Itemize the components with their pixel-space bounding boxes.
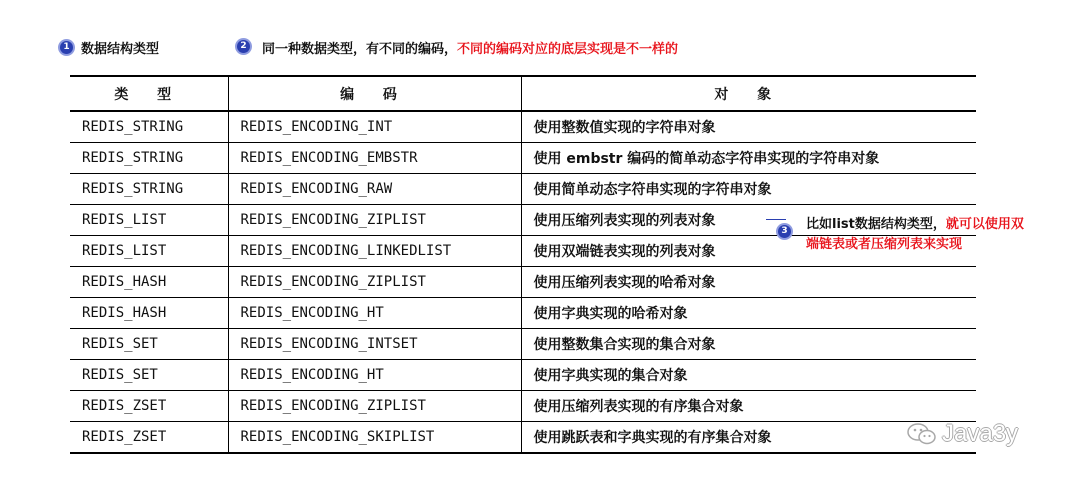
cell-encoding: REDIS_ENCODING_RAW bbox=[228, 174, 521, 205]
note-1-badge: 1 bbox=[60, 41, 73, 54]
cell-encoding: REDIS_ENCODING_ZIPLIST bbox=[228, 267, 521, 298]
note-3-red-1: 就可以使用双 bbox=[945, 217, 1024, 232]
table-row bbox=[70, 329, 976, 360]
note-2-red: 不同的编码对应的底层实现是不一样的 bbox=[457, 42, 679, 57]
cell-type: REDIS_ZSET bbox=[70, 391, 228, 422]
wechat-icon bbox=[906, 421, 938, 447]
cell-type: REDIS_ZSET bbox=[70, 422, 228, 454]
cell-encoding: REDIS_ENCODING_INTSET bbox=[228, 329, 521, 360]
table-header-row bbox=[70, 76, 976, 111]
table-row bbox=[70, 111, 976, 143]
cell-type: REDIS_SET bbox=[70, 360, 228, 391]
note-2-badge: 2 bbox=[237, 40, 250, 53]
note-3-black: 比如list数据结构类型， bbox=[806, 217, 946, 232]
cell-encoding: REDIS_ENCODING_SKIPLIST bbox=[228, 422, 521, 454]
cell-type: REDIS_SET bbox=[70, 329, 228, 360]
cell-object: 使用 embstr 编码的简单动态字符串实现的字符串对象 bbox=[521, 143, 976, 174]
cell-encoding: REDIS_ENCODING_HT bbox=[228, 298, 521, 329]
cell-object: 使用压缩列表实现的列表对象 bbox=[521, 205, 976, 236]
cell-object: 使用压缩列表实现的哈希对象 bbox=[521, 267, 976, 298]
cell-encoding: REDIS_ENCODING_LINKEDLIST bbox=[228, 236, 521, 267]
cell-object: 使用双端链表实现的列表对象 bbox=[521, 236, 976, 267]
table-row bbox=[70, 298, 976, 329]
watermark-text: Java3y bbox=[942, 420, 1019, 447]
note-1-text: 数据结构类型 bbox=[81, 42, 160, 57]
cell-object: 使用字典实现的哈希对象 bbox=[521, 298, 976, 329]
cell-object: 使用压缩列表实现的有序集合对象 bbox=[521, 391, 976, 422]
cell-type: REDIS_STRING bbox=[70, 174, 228, 205]
encoding-table bbox=[70, 75, 976, 454]
cell-type: REDIS_STRING bbox=[70, 143, 228, 174]
note-3-text bbox=[806, 215, 1024, 255]
note-3-connector bbox=[766, 219, 786, 220]
table-row bbox=[70, 143, 976, 174]
table-row bbox=[70, 174, 976, 205]
note-3-badge: 3 bbox=[778, 225, 791, 238]
cell-object: 使用整数集合实现的集合对象 bbox=[521, 329, 976, 360]
table-row bbox=[70, 422, 976, 454]
cell-encoding: REDIS_ENCODING_EMBSTR bbox=[228, 143, 521, 174]
cell-object: 使用整数值实现的字符串对象 bbox=[521, 111, 976, 143]
cell-encoding: REDIS_ENCODING_ZIPLIST bbox=[228, 391, 521, 422]
note-3-red-2: 端链表或者压缩列表来实现 bbox=[806, 237, 963, 252]
cell-object: 使用跳跃表和字典实现的有序集合对象 bbox=[521, 422, 976, 454]
header-type: 类 型 bbox=[70, 76, 228, 111]
cell-type: REDIS_HASH bbox=[70, 298, 228, 329]
cell-type: REDIS_LIST bbox=[70, 205, 228, 236]
table-row bbox=[70, 360, 976, 391]
cell-object: 使用字典实现的集合对象 bbox=[521, 360, 976, 391]
watermark bbox=[906, 420, 1018, 448]
note-2-black: 同一种数据类型，有不同的编码， bbox=[262, 42, 458, 57]
header-encoding: 编 码 bbox=[228, 76, 521, 111]
cell-type: REDIS_LIST bbox=[70, 236, 228, 267]
cell-encoding: REDIS_ENCODING_INT bbox=[228, 111, 521, 143]
header-object: 对 象 bbox=[521, 76, 976, 111]
cell-object: 使用简单动态字符串实现的字符串对象 bbox=[521, 174, 976, 205]
table-row bbox=[70, 391, 976, 422]
table-row bbox=[70, 267, 976, 298]
note-2-text bbox=[262, 38, 678, 57]
cell-encoding: REDIS_ENCODING_ZIPLIST bbox=[228, 205, 521, 236]
cell-type: REDIS_HASH bbox=[70, 267, 228, 298]
cell-encoding: REDIS_ENCODING_HT bbox=[228, 360, 521, 391]
cell-type: REDIS_STRING bbox=[70, 111, 228, 143]
